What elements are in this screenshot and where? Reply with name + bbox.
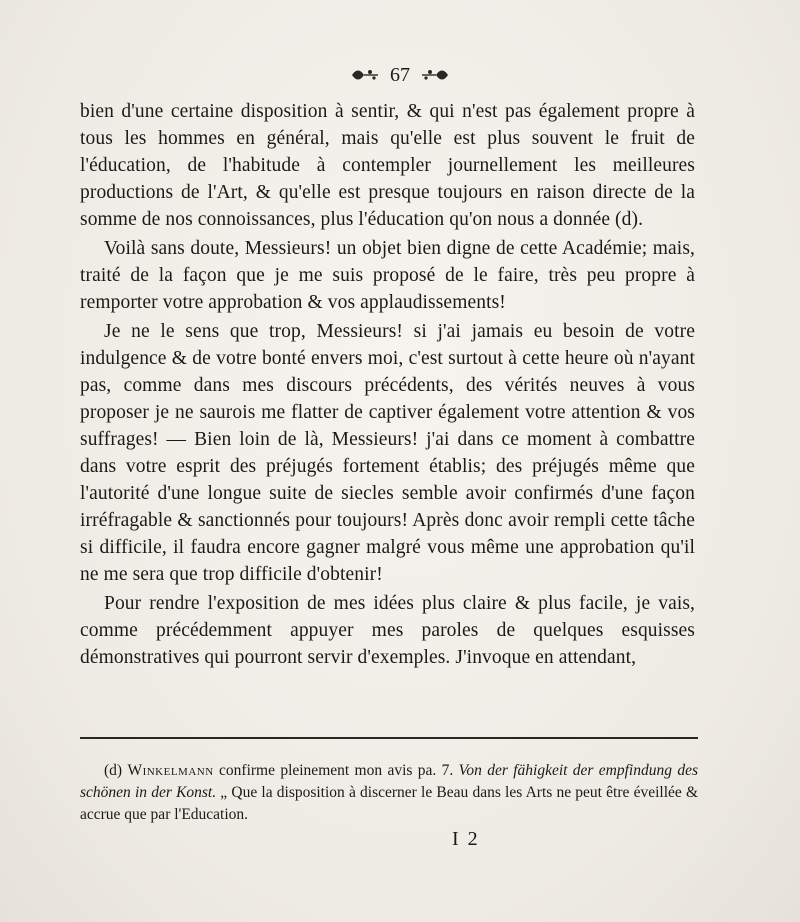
page-header bbox=[0, 58, 800, 92]
paragraph-2: Voilà sans doute, Messieurs! un objet bien digne de cette Académie; mais, traité de la façon que je me suis proposé de le faire, très peu propre à remporter votre approbation & vos applaudissements! bbox=[80, 238, 695, 313]
signature-mark: I 2 bbox=[452, 828, 480, 850]
paragraph-1: bien d'une certaine disposition à sentir, & qui n'est pas également propre à tous les hommes en général, mais qu'elle est plus souvent le fruit de l'éducation, de l'habitude à contempler journellement les meilleures productions de l'Art, & qu'elle est presque toujours en raison directe de la somme de nos connoissances, plus l'éducation qu'on nous a donnée (d). bbox=[80, 101, 695, 230]
footnote-divider bbox=[80, 737, 698, 739]
footnote-marker: (d) bbox=[104, 762, 123, 779]
page-number: 67 bbox=[390, 63, 410, 86]
footnote-text-2: „ Que la disposition à discerner le Beau dans les Arts ne peut être éveillée & accrue que par l'Education. bbox=[80, 784, 698, 823]
main-text bbox=[80, 98, 695, 671]
paragraph-3: Je ne le sens que trop, Messieurs! si j'ai jamais eu besoin de votre indulgence & de votre bonté envers moi, c'est surtout à cette heure où n'ayant pas, comme dans mes discours précédents, des vérités neuves à vous proposer je ne saurois me flatter de captiver également votre attention & vos suffrages! — Bien loin de là, Messieurs! j'ai dans ce moment à combattre dans votre esprit des préjugés fortement établis; des préjugés même que l'autorité d'une longue suite de siecles semble avoir confirmés d'une façon irréfragable & sanctionnés pour toujours! Après donc avoir rempli cette tâche si difficile, il faudra encore gagner malgré vous même une approbation qu'il ne me sera que trop difficile d'obtenir! bbox=[80, 321, 695, 585]
footnote bbox=[80, 760, 698, 826]
paragraph-4: Pour rendre l'exposition de mes idées plus claire & plus facile, je vais, comme précédemment appuyer mes paroles de quelques esquisses démonstratives qui pourront servir d'exemples. J'invoque en attendant, bbox=[80, 593, 695, 668]
floral-ornament-right-icon bbox=[420, 68, 450, 82]
floral-ornament-left-icon bbox=[350, 68, 380, 82]
footnote-cited-title: Von der fähigkeit der empfindung des schönen in der Konst. bbox=[80, 762, 699, 801]
footnote-author: Winkelmann bbox=[127, 762, 214, 779]
footnote-text-1: confirme pleinement mon avis pa. 7. bbox=[213, 762, 459, 779]
